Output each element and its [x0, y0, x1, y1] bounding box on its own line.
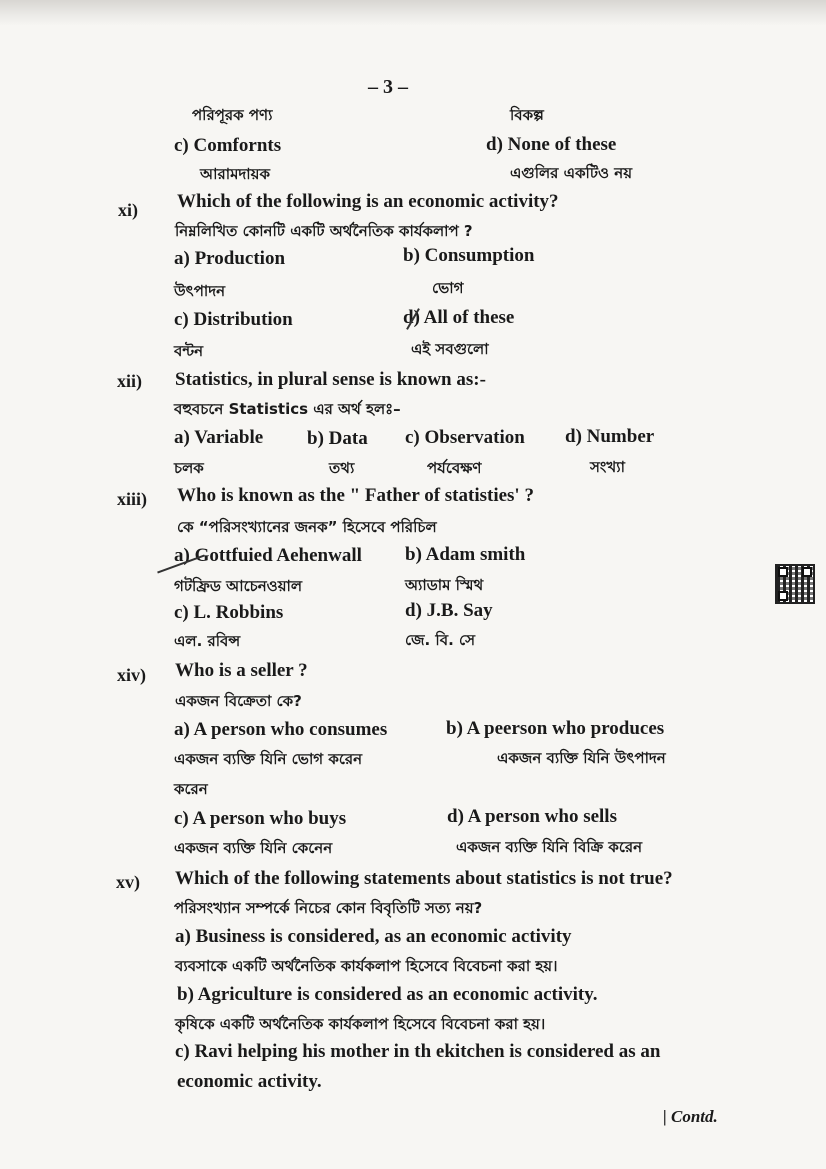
- option-b: b) Data: [307, 428, 368, 449]
- option-c-bengali: একজন ব্যক্তি যিনি কেনেন: [174, 839, 333, 857]
- option-c-continued: economic activity.: [177, 1071, 322, 1092]
- option-b-bengali: একজন ব্যক্তি যিনি উৎপাদন: [497, 749, 666, 767]
- question-text: Statistics, in plural sense is known as:-: [175, 369, 486, 390]
- option-c-bengali: এল. রবিন্স: [174, 632, 241, 650]
- option-a-bengali: উৎপাদন: [174, 282, 226, 300]
- question-text-bengali: নিম্নলিখিত কোনটি একটি অর্থনৈতিক কার্যকলাপ ?: [175, 222, 473, 240]
- question-text: Who is a seller ?: [175, 660, 308, 681]
- question-text-bengali: বহুবচনে Statistics এর অর্থ হলঃ–: [174, 400, 401, 418]
- question-text: Which of the following statements about statistics is not true?: [175, 868, 673, 889]
- question-text: Which of the following is an economic activity?: [177, 191, 559, 212]
- option-b: b) Consumption: [403, 245, 535, 266]
- option-b-bengali: অ্যাডাম স্মিথ: [405, 576, 484, 594]
- option-a-bengali: একজন ব্যক্তি যিনি ভোগ করেন: [174, 750, 363, 768]
- question-number: xv): [116, 872, 140, 892]
- option-d-bengali: এই সবগুলো: [411, 340, 489, 358]
- option-a-bengali: ব্যবসাকে একটি অর্থনৈতিক কার্যকলাপ হিসেবে বিবেচনা করা হয়।: [175, 957, 558, 975]
- option-a: a) Gottfuied Aehenwall: [174, 545, 362, 566]
- option-c: c) L. Robbins: [174, 602, 284, 623]
- option-d-bengali: জে. বি. সে: [405, 631, 475, 649]
- option-a: a) Variable: [174, 427, 264, 448]
- question-text-bengali: একজন বিক্রেতা কে?: [175, 692, 302, 710]
- continued-marker: | Contd.: [663, 1107, 718, 1126]
- question-number: xii): [117, 371, 142, 391]
- option-d: d) All of these: [403, 307, 515, 328]
- option-a-bengali: চলক: [174, 459, 204, 477]
- option-c: c) A person who buys: [174, 808, 347, 829]
- option-d: d) None of these: [486, 134, 617, 155]
- question-number: xi): [118, 200, 138, 220]
- option-b-bengali: কৃষিকে একটি অর্থনৈতিক কার্যকলাপ হিসেবে বিবেচনা করা হয়।: [175, 1015, 546, 1033]
- option-c-bengali: পর্যবেক্ষণ: [427, 459, 482, 477]
- option-b-bengali: পরিপূরক পণ্য: [192, 106, 273, 124]
- question-text-bengali: কে “পরিসংখ্যানের জনক” হিসেবে পরিচিল: [177, 518, 437, 536]
- option-d-bengali: এগুলির একটিও নয়: [510, 164, 633, 182]
- option-d: d) J.B. Say: [405, 600, 493, 621]
- option-c: c) Comfornts: [174, 135, 282, 156]
- option-b-bengali: বিকল্প: [510, 106, 544, 124]
- option-a: a) Production: [174, 248, 286, 269]
- option-c: c) Observation: [405, 427, 525, 448]
- option-c-bengali: আরামদায়ক: [200, 165, 270, 183]
- option-b-bengali: তথ্য: [329, 459, 355, 477]
- question-text: Who is known as the " Father of statisties' ?: [177, 485, 534, 506]
- option-d: d) A person who sells: [447, 806, 617, 827]
- option-b: b) Agriculture is considered as an economic activity.: [177, 984, 598, 1005]
- option-b: b) Adam smith: [405, 544, 526, 565]
- page-number: – 3 –: [368, 76, 408, 98]
- option-a: a) A person who consumes: [174, 719, 388, 740]
- option-b-bengali: ভোগ: [432, 279, 464, 297]
- question-number: xiii): [117, 489, 147, 509]
- option-a: a) Business is considered, as an economic activity: [175, 926, 572, 947]
- qr-code-icon: [775, 564, 815, 604]
- option-c: c) Distribution: [174, 309, 293, 330]
- option-a-bengali: গটফ্রিড আচেনওয়াল: [174, 577, 303, 595]
- option-b-bengali-continued: করেন: [174, 780, 208, 798]
- option-d-bengali: সংখ্যা: [590, 458, 625, 476]
- question-text-bengali: পরিসংখ্যান সম্পর্কে নিচের কোন বিবৃতিটি সত্য নয়?: [174, 899, 483, 917]
- option-c-bengali: বন্টন: [174, 342, 204, 360]
- question-number: xiv): [117, 665, 146, 685]
- option-c: c) Ravi helping his mother in th ekitchen is considered as an: [175, 1041, 661, 1062]
- option-b: b) A peerson who produces: [446, 718, 665, 739]
- option-d-bengali: একজন ব্যক্তি যিনি বিক্রি করেন: [456, 838, 643, 856]
- option-d: d) Number: [565, 426, 655, 447]
